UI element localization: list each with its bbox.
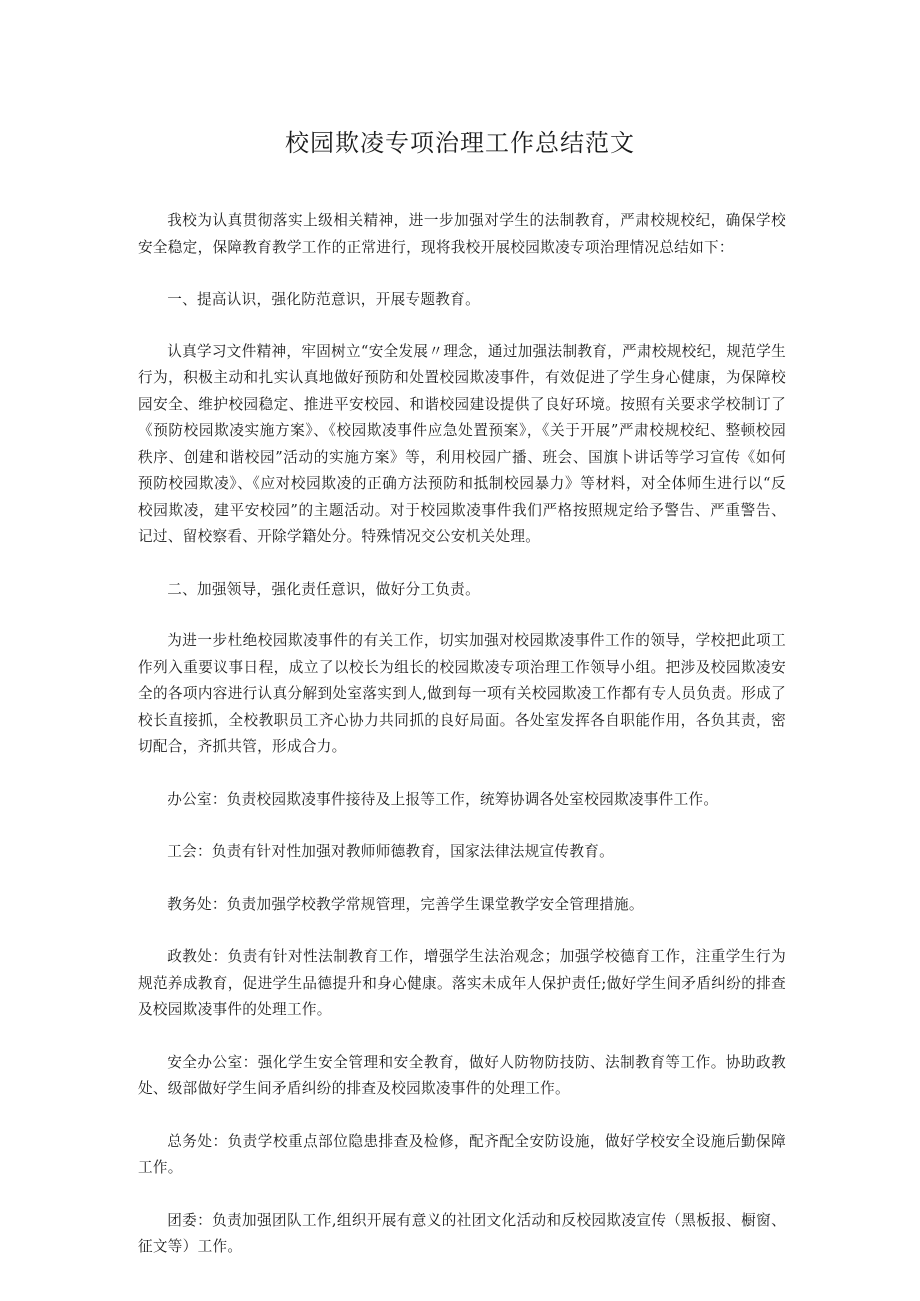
- document-title: 校园欺凌专项治理工作总结范文: [285, 129, 635, 157]
- duty-office-paragraph: 办公室：负责校园欺凌事件接待及上报等工作，统筹协调各处室校园欺凌事件工作。: [167, 790, 719, 808]
- duty-academic-paragraph: 教务处：负责加强学校教学常规管理，完善学生课堂教学安全管理措施。: [167, 895, 644, 913]
- section-1-paragraph: 认真学习文件精神，牢固树立“安全发展〃理念，通过加强法制教育，严肃校规校纪，规范学生行为，积极主动和扎实认真地做好预防和处置校园欺凌事件，有效促进了学生身心健康，为保障校园安全、维护校园稳定、推进平安校园、和谐校园建设提供了良好环境。按照有关要求学校制订了《预防校园欺凌实施方案》、《校园欺凌事件应急处置预案》，《关于开展”严肃校规校纪、整顿校园秩序、创建和谐校园”活动的实施方案》等，利用校园广播、班会、国旗卜讲话等学习宣传《如何预防校园欺凌》、《应对校园欺凌的正确方法预防和抵制校园暴力》等材料，对全体师生进行以“反校园欺凌，建平安校园”的主题活动。对于校园欺凌事件我们严格按照规定给予警告、严重警告、记过、留校察看、开除学籍处分。特殊情况交公安机关处理。: [138, 342, 786, 545]
- section-heading-1: 一、提高认识，强化防范意识，开展专题教育。: [167, 291, 480, 308]
- intro-paragraph: 我校为认真贯彻落实上级相关精神，进一步加强对学生的法制教育，严肃校规校纪，确保学校安全稳定，保障教育教学工作的正常进行，现将我校开展校园欺凌专项治理情况总结如下：: [138, 212, 786, 256]
- duty-general-affairs-paragraph: 总务处：负责学校重点部位隐患排查及检修，配齐配全安防设施，做好学校安全设施后勤保障工作。: [138, 1132, 786, 1176]
- duty-safety-office-paragraph: 安全办公室：强化学生安全管理和安全教育，做好人防物防技防、法制教育等工作。协助政教处、级部做好学生间矛盾纠纷的排查及校园欺凌事件的处理工作。: [138, 1053, 786, 1097]
- section-heading-2: 二、加强领导，强化责任意识，做好分工负责。: [167, 580, 480, 598]
- section-2-paragraph: 为进一步杜绝校园欺凌事件的有关工作，切实加强对校园欺凌事件工作的领导，学校把此项工作列入重要议事日程，成立了以校长为组长的校园欺凌专项治理工作领导小组。把涉及校园欺凌安全的各项内容进行认真分解到处室落实到人,做到每一项有关校园欺凌工作都有专人员负责。形成了校长直接抓，全校教职员工齐心协力共同抓的良好局面。各处室发挥各自职能作用，各负其责，密切配合，齐抓共管，形成合力。: [138, 632, 786, 755]
- duty-youth-league-paragraph: 团委：负责加强团队工作,组织开展有意义的社团文化活动和反校园欺凌宣传（黑板报、橱窗、征文等）工作。: [138, 1211, 786, 1255]
- document-body: [138, 208, 786, 1287]
- duty-union-paragraph: 工会：负责有针对性加强对教师师德教育，国家法律法规宣传教育。: [167, 843, 615, 860]
- duty-political-education-paragraph: 政教处：负责有针对性法制教育工作，增强学生法治观念；加强学校德育工作，注重学生行为规范养成教育，促进学生品德提升和身心健康。落实未成年人保护责任;做好学生间矛盾纠纷的排查及校园欺凌事件的处理工作。: [138, 948, 786, 1018]
